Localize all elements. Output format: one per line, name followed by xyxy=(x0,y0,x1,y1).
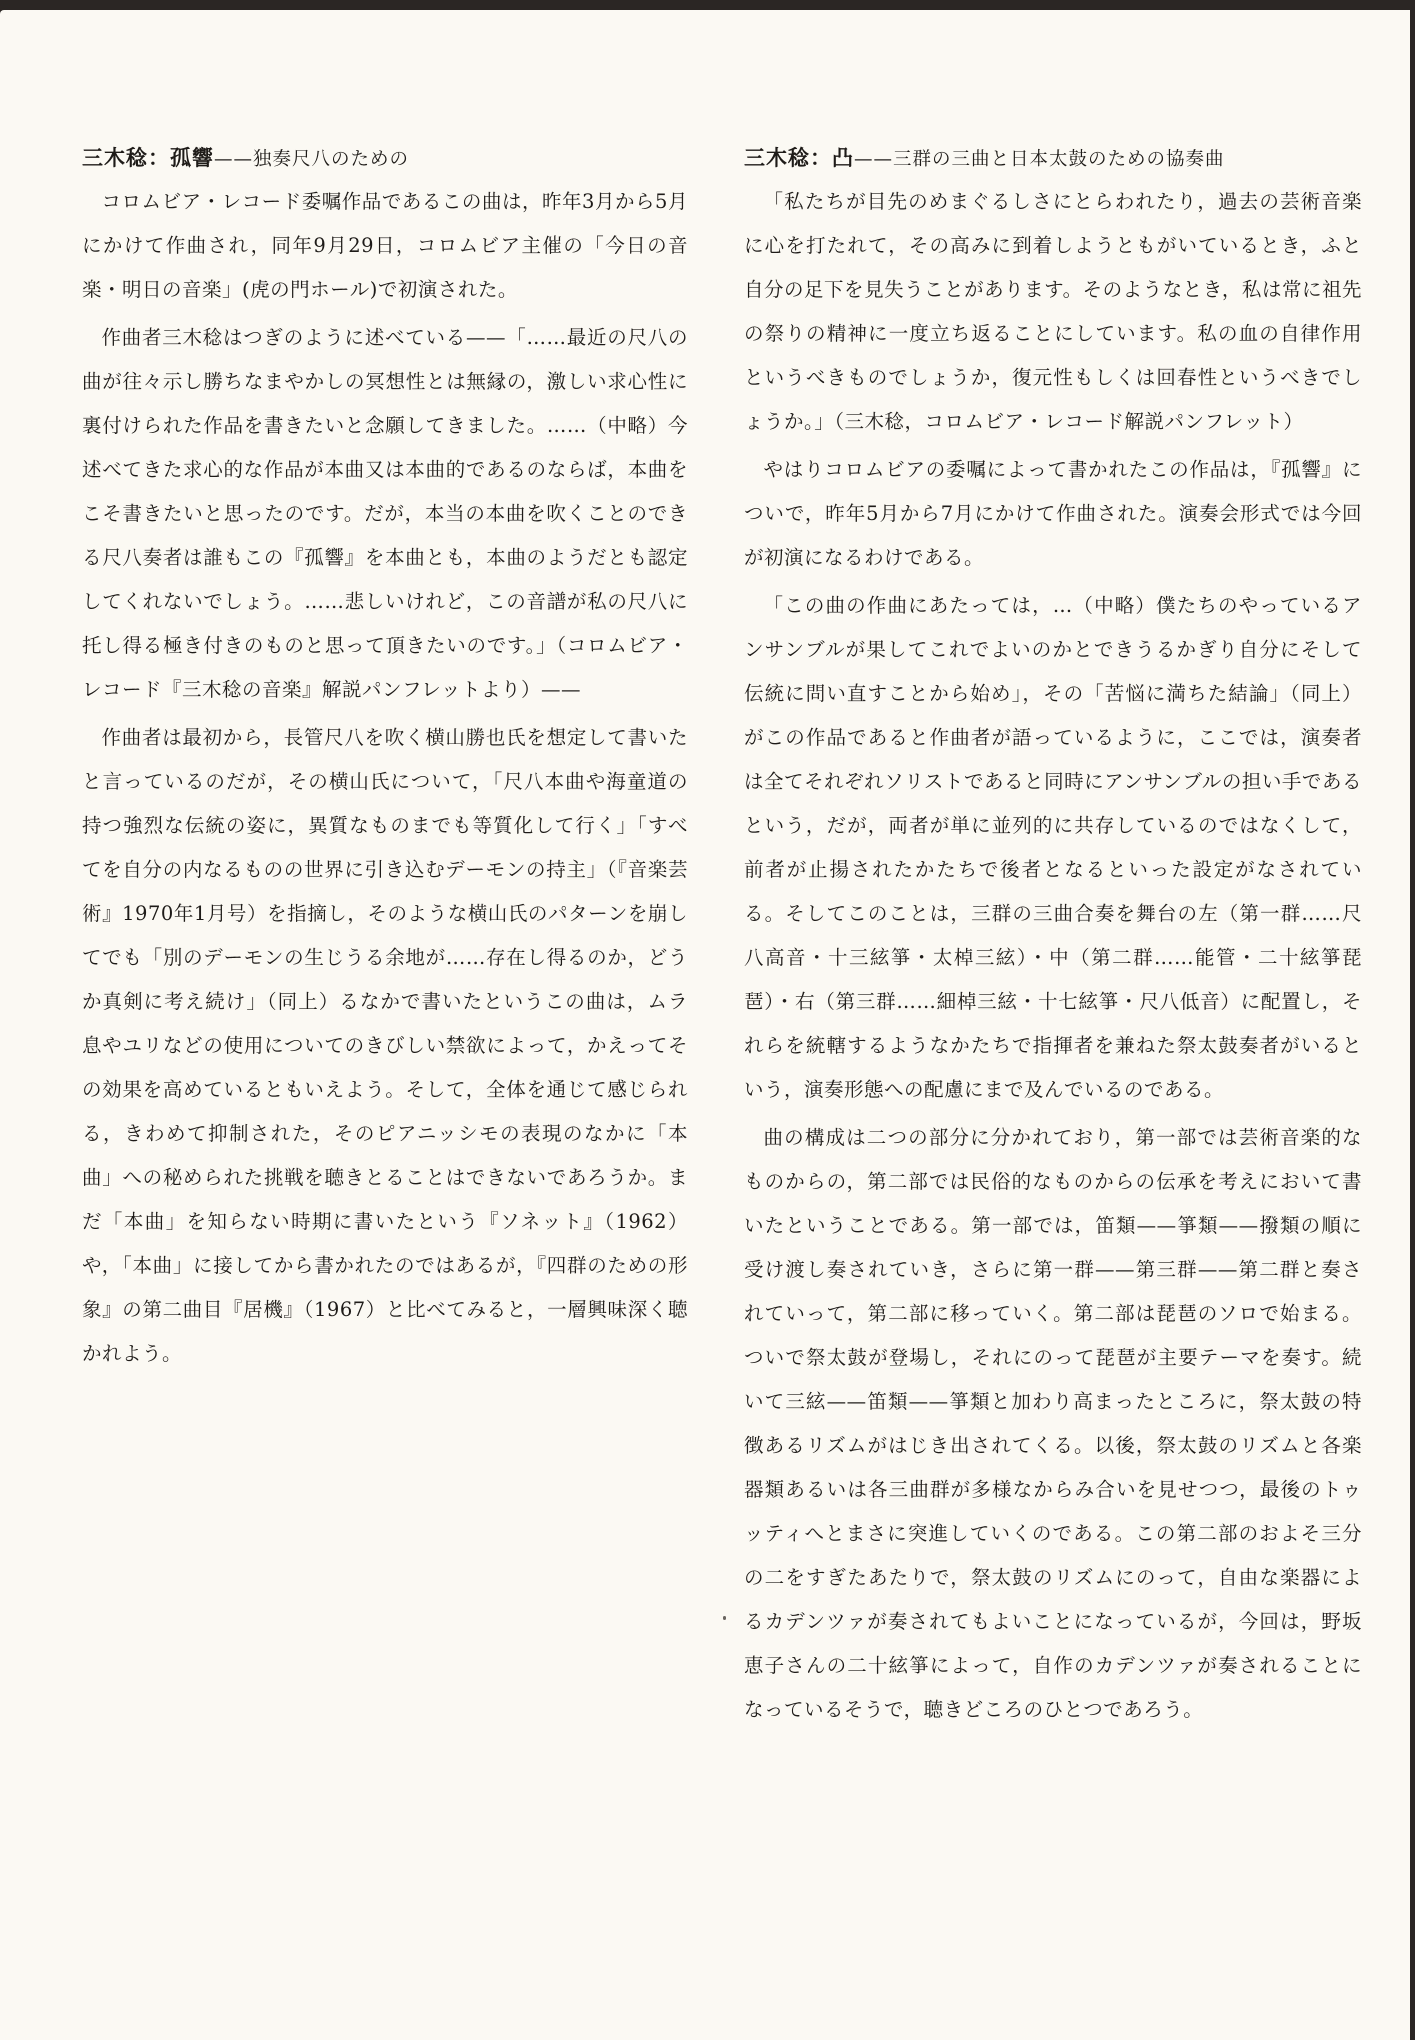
right-paragraph-2: やはりコロムビアの委嘱によって書かれたこの作品は，『孤響』についで，昨年5月から7月にかけて作曲された。演奏会形式では今回が初演になるわけである。 xyxy=(744,458,1362,569)
right-paragraph-1: 「私たちが目先のめまぐるしさにとらわれたり，過去の芸術音楽に心を打たれて，その高みに到着しようともがいているとき，ふと自分の足下を見失うことがあります。そのようなとき，私は常に祖先の祭りの精神に一度立ち返ることにしています。私の血の自律作用というべきものでしょうか，復元性もしくは回春性というべきでしょうか。」（三木稔，コロムビア・レコード解説パンフレット） xyxy=(744,190,1362,433)
right-column xyxy=(744,136,1362,1732)
left-column xyxy=(82,136,688,1376)
right-heading-subtitle: ——三群の三曲と日本太鼓のための協奏曲 xyxy=(854,149,1225,170)
left-heading xyxy=(82,136,688,180)
right-paragraph-3: 「この曲の作曲にあたっては，…（中略）僕たちのやっているアンサンブルが果してこれでよいのかとできうるかぎり自分にそして伝統に問い直すことから始め」，その「苦悩に満ちた結論」（同上）がこの作品であると作曲者が語っているように，ここでは，演奏者は全てそれぞれソリストであると同時にアンサンブルの担い手であるという，だが，両者が単に並列的に共存しているのではなくして，前者が止揚されたかたちで後者となるといった設定がなされている。そしてこのことは，三群の三曲合奏を舞台の左（第一群……尺八高音・十三絃箏・太棹三絃）・中（第二群……能管・二十絃箏琵琶）・右（第三群……細棹三絃・十七絃箏・尺八低音）に配置し，それらを統轄するようなかたちで指揮者を兼ねた祭太鼓奏者がいるという，演奏形態への配慮にまで及んでいるのである。 xyxy=(744,594,1362,1101)
left-heading-title: 三木稔：孤響 xyxy=(82,146,214,170)
right-heading xyxy=(744,136,1362,180)
left-paragraph-1: コロムビア・レコード委嘱作品であるこの曲は，昨年3月から5月にかけて作曲され，同年9月29日，コロムビア主催の「今日の音楽・明日の音楽」(虎の門ホール)で初演された。 xyxy=(82,190,688,301)
paper-speck xyxy=(723,1616,726,1620)
right-paragraph-4: 曲の構成は二つの部分に分かれており，第一部では芸術音楽的なものからの，第二部では民俗的なものからの伝承を考えにおいて書いたということである。第一部では，笛類——箏類——撥類の順に受け渡し奏されていき，さらに第一群——第三群——第二群と奏されていって，第二部に移っていく。第二部は琵琶のソロで始まる。ついで祭太鼓が登場し，それにのって琵琶が主要テーマを奏す。続いて三絃——笛類——箏類と加わり高まったところに，祭太鼓の特徴あるリズムがはじき出されてくる。以後，祭太鼓のリズムと各楽器類あるいは各三曲群が多様なからみ合いを見せつつ，最後のトゥッティへとまさに突進していくのである。この第二部のおよそ三分の二をすぎたあたりで，祭太鼓のリズムにのって，自由な楽器によるカデンツァが奏されてもよいことになっているが，今回は，野坂恵子さんの二十絃箏によって，自作のカデンツァが奏されることになっているそうで，聴きどころのひとつであろう。 xyxy=(744,1126,1362,1721)
left-heading-subtitle: ——独奏尺八のための xyxy=(214,149,410,170)
document-page xyxy=(0,10,1410,2040)
right-heading-title: 三木稔：凸 xyxy=(744,146,854,170)
left-paragraph-3: 作曲者は最初から，長管尺八を吹く横山勝也氏を想定して書いたと言っているのだが，その横山氏について，「尺八本曲や海童道の持つ強烈な伝統の姿に，異質なものまでも等質化して行く」「すべてを自分の内なるものの世界に引き込むデーモンの持主」（『音楽芸術』1970年1月号）を指摘し，そのような横山氏のパターンを崩してでも「別のデーモンの生じうる余地が……存在し得るのか，どうか真剣に考え続け」（同上）るなかで書いたというこの曲は，ムラ息やユリなどの使用についてのきびしい禁欲によって，かえってその効果を高めているともいえよう。そして，全体を通じて感じられる，きわめて抑制された，そのピアニッシモの表現のなかに「本曲」への秘められた挑戦を聴きとることはできないであろうか。まだ「本曲」を知らない時期に書いたという『ソネット』（1962）や，「本曲」に接してから書かれたのではあるが，『四群のための形象』の第二曲目『居機』（1967）と比べてみると，一層興味深く聴かれよう。 xyxy=(82,726,688,1365)
left-paragraph-2: 作曲者三木稔はつぎのように述べている——「……最近の尺八の曲が往々示し勝ちなまやかしの冥想性とは無縁の，激しい求心性に裏付けられた作品を書きたいと念願してきました。……（中略）今述べてきた求心的な作品が本曲又は本曲的であるのならば，本曲をこそ書きたいと思ったのです。だが，本当の本曲を吹くことのできる尺八奏者は誰もこの『孤響』を本曲とも，本曲のようだとも認定してくれないでしょう。……悲しいけれど，この音譜が私の尺八に托し得る極き付きのものと思って頂きたいのです。」（コロムビア・レコード『三木稔の音楽』解説パンフレットより）—— xyxy=(82,326,688,701)
